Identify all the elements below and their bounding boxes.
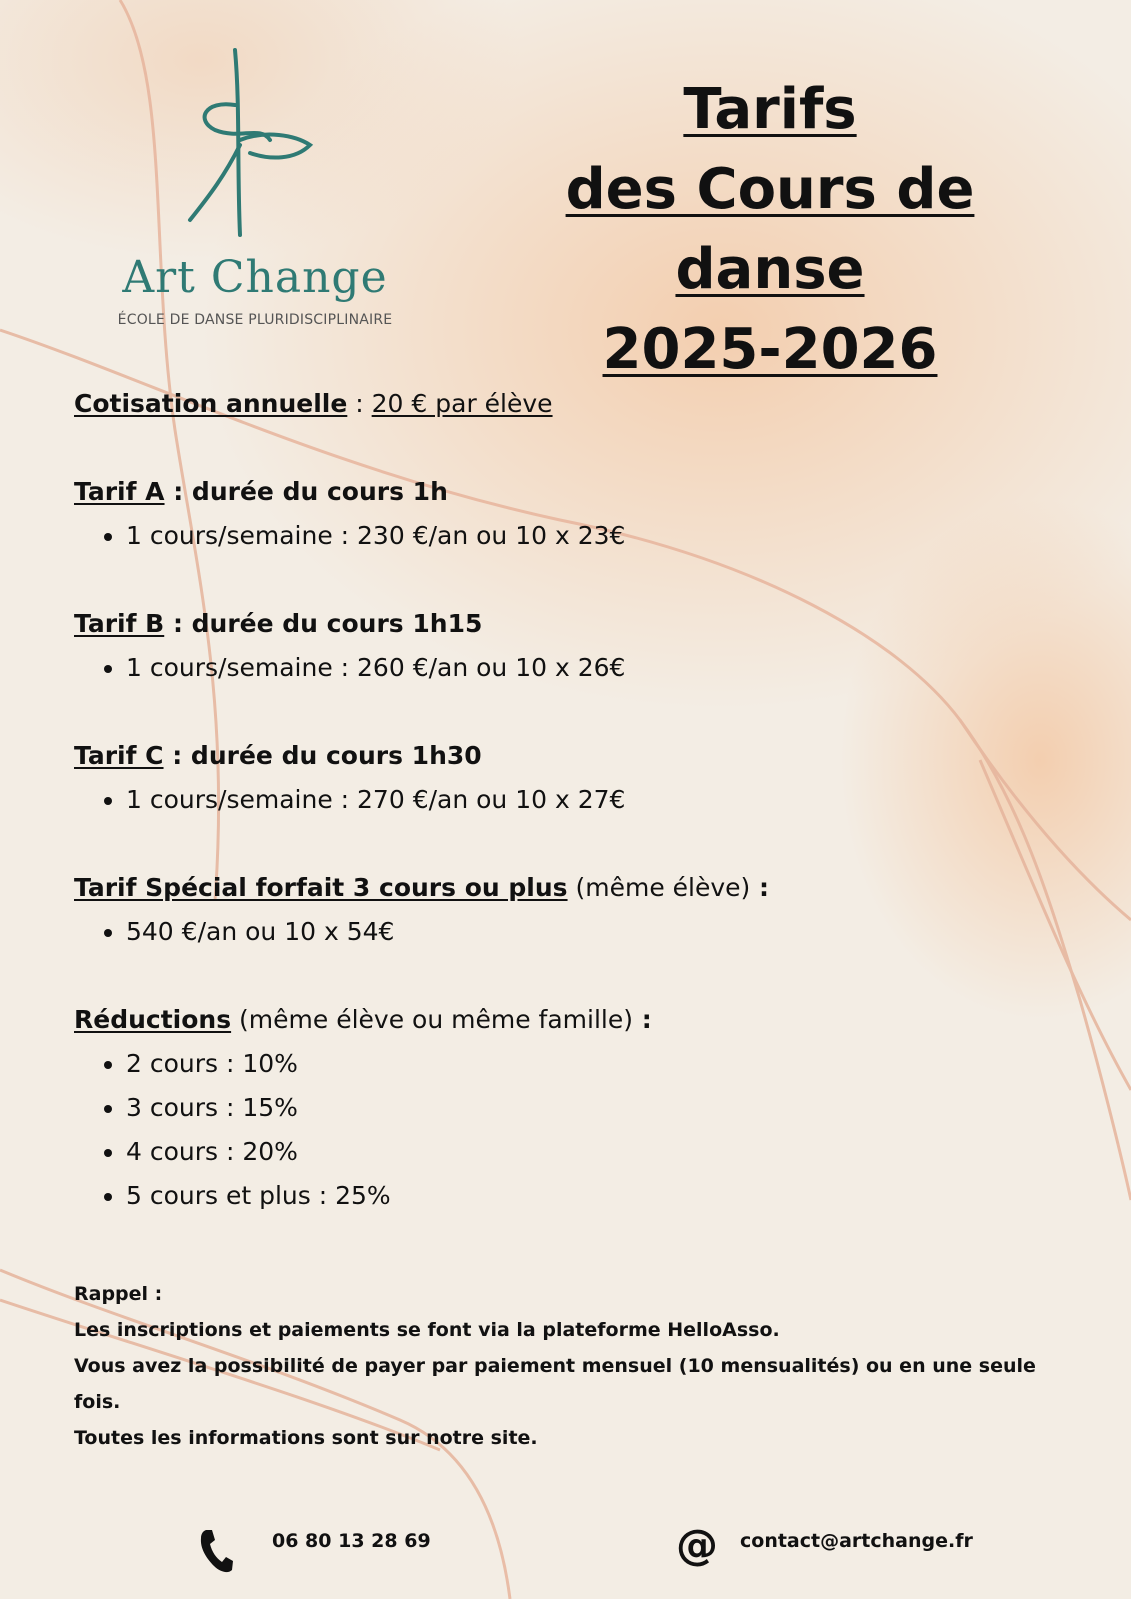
tarif-special-colon: : <box>750 873 770 902</box>
rappel-line-2: Vous avez la possibilité de payer par paiement mensuel (10 mensualités) ou en une seule fois. <box>74 1355 1036 1413</box>
title-line-1: Tarifs <box>683 77 857 142</box>
list-item: • 1 cours/semaine : 230 €/an ou 10 x 23€ <box>126 514 1074 558</box>
phone-icon <box>198 1528 234 1574</box>
reductions-heading <box>74 998 1074 1042</box>
brand-name: Art Change <box>122 252 388 303</box>
tarif-b-section <box>74 602 1074 690</box>
brand-tagline: ÉCOLE DE DANSE PLURIDISCIPLINAIRE <box>117 312 393 328</box>
list-item: • 540 €/an ou 10 x 54€ <box>126 910 1074 954</box>
reductions-note: (même élève ou même famille) <box>231 1005 633 1034</box>
pricing-content <box>74 382 1074 1262</box>
tarif-special-note: (même élève) <box>567 873 751 902</box>
rappel-line-1: Les inscriptions et paiements se font via la plateforme HelloAsso. <box>74 1319 780 1341</box>
list-item: • 3 cours : 15% <box>126 1086 1074 1130</box>
tarif-special-heading <box>74 866 1074 910</box>
dancer-logo-icon <box>185 45 325 245</box>
title-line-2: des Cours de danse <box>565 157 975 302</box>
tarif-b-label: Tarif B <box>74 609 165 638</box>
reductions-label: Réductions <box>74 1005 232 1034</box>
tarif-special-section <box>74 866 1074 954</box>
at-icon: @ <box>676 1520 718 1569</box>
list-item: • 5 cours et plus : 25% <box>126 1174 1074 1218</box>
tarif-c-section <box>74 734 1074 822</box>
tarif-special-label: Tarif Spécial forfait 3 cours ou plus <box>74 873 568 902</box>
rappel-block <box>74 1276 1074 1456</box>
rappel-heading: Rappel : <box>74 1283 163 1305</box>
list-item: • 1 cours/semaine : 270 €/an ou 10 x 27€ <box>126 778 1074 822</box>
cotisation-sep: : <box>347 389 372 418</box>
list-item: • 1 cours/semaine : 260 €/an ou 10 x 26€ <box>126 646 1074 690</box>
tarif-a-section <box>74 470 1074 558</box>
tarif-a-label: Tarif A <box>74 477 165 506</box>
reductions-colon: : <box>633 1005 652 1034</box>
tarif-c-label: Tarif C <box>74 741 164 770</box>
tarif-c-desc: : durée du cours 1h30 <box>163 741 482 770</box>
footer-email[interactable]: contact@artchange.fr <box>740 1530 973 1552</box>
rappel-line-3: Toutes les informations sont sur notre site. <box>74 1427 538 1449</box>
tarif-a-heading <box>74 470 1074 514</box>
list-item: • 2 cours : 10% <box>126 1042 1074 1086</box>
tarif-c-heading <box>74 734 1074 778</box>
cotisation-label: Cotisation annuelle <box>74 389 348 418</box>
cotisation-section <box>74 382 1074 426</box>
cotisation-line <box>74 382 1074 426</box>
page-title <box>470 70 1070 390</box>
footer-phone: 06 80 13 28 69 <box>272 1530 431 1552</box>
title-line-3: 2025-2026 <box>602 317 938 382</box>
cotisation-value: 20 € par élève <box>371 389 553 418</box>
tarif-a-desc: : durée du cours 1h <box>164 477 448 506</box>
tarif-b-heading <box>74 602 1074 646</box>
list-item: • 4 cours : 20% <box>126 1130 1074 1174</box>
tarif-b-desc: : durée du cours 1h15 <box>164 609 483 638</box>
logo <box>100 40 410 340</box>
reductions-section <box>74 998 1074 1218</box>
